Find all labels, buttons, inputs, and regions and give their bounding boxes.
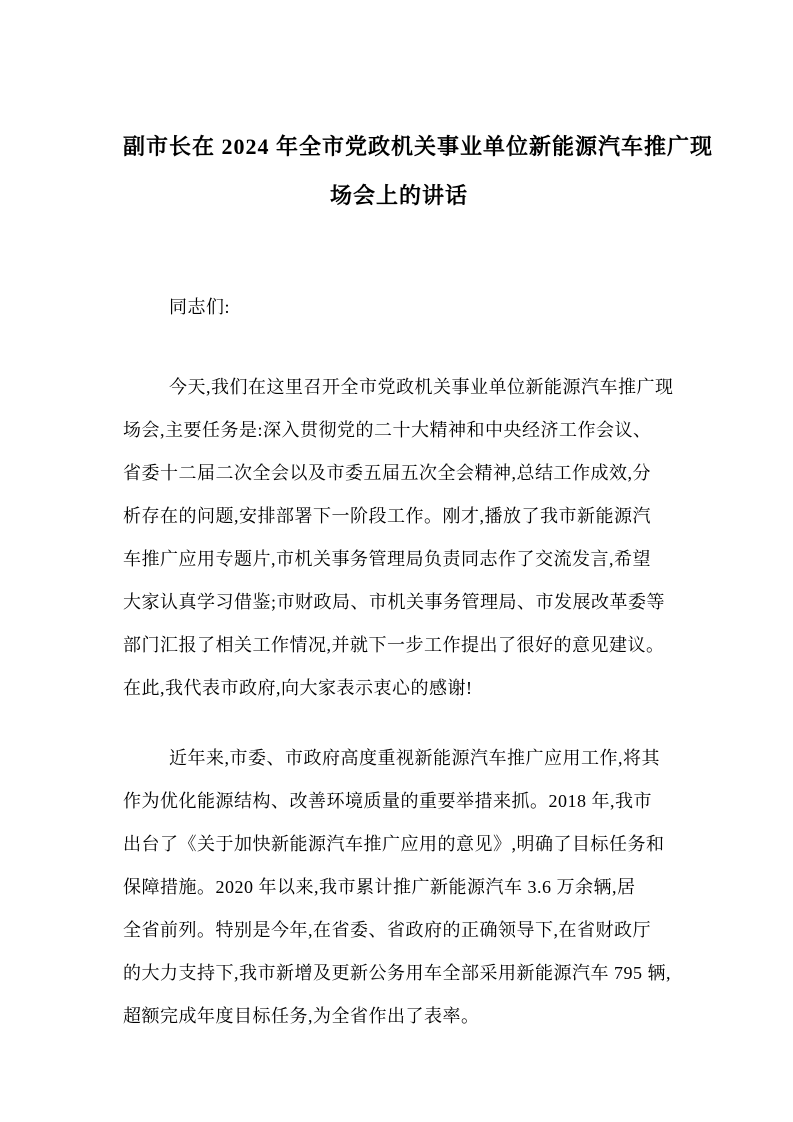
document-title <box>123 122 714 220</box>
title-line-2: 场会上的讲话 <box>329 183 468 208</box>
body-line: 的大力支持下,我市新增及更新公务用车全部采用新能源汽车 795 辆, <box>123 963 671 983</box>
body-line: 在此,我代表市政府,向大家表示衷心的感谢! <box>123 678 473 698</box>
body-line: 出台了《关于加快新能源汽车推广应用的意见》,明确了目标任务和 <box>123 834 665 854</box>
body-line: 近年来,市委、市政府高度重视新能源汽车推广应用工作,将其 <box>169 748 660 768</box>
paragraph-1 <box>123 366 675 710</box>
body-line: 超额完成年度目标任务,为全省作出了表率。 <box>123 1006 480 1026</box>
title-line-1: 副市长在 2024 年全市党政机关事业单位新能源汽车推广现 <box>123 134 714 159</box>
body-line: 今天,我们在这里召开全市党政机关事业单位新能源汽车推广现 <box>169 377 674 397</box>
body-line: 场会,主要任务是:深入贯彻党的二十大精神和中央经济工作会议、 <box>123 420 652 440</box>
body-line: 车推广应用专题片,市机关事务管理局负责同志作了交流发言,希望 <box>123 549 651 569</box>
body-line: 作为优化能源结构、改善环境质量的重要举措来抓。2018 年,我市 <box>123 791 652 811</box>
body-line: 部门汇报了相关工作情况,并就下一步工作提出了很好的意见建议。 <box>123 635 665 655</box>
greeting-text: 同志们: <box>169 297 231 317</box>
body-line: 大家认真学习借鉴;市财政局、市机关事务管理局、市发展改革委等 <box>123 592 665 612</box>
body-line: 省委十二届二次全会以及市委五届五次全会精神,总结工作成效,分 <box>123 463 651 483</box>
body-line: 析存在的问题,安排部署下一阶段工作。刚才,播放了我市新能源汽 <box>123 506 651 526</box>
body-line: 全省前列。特别是今年,在省委、省政府的正确领导下,在省财政厅 <box>123 920 651 940</box>
body-line: 保障措施。2020 年以来,我市累计推广新能源汽车 3.6 万余辆,居 <box>123 877 636 897</box>
paragraph-2 <box>123 737 675 1038</box>
